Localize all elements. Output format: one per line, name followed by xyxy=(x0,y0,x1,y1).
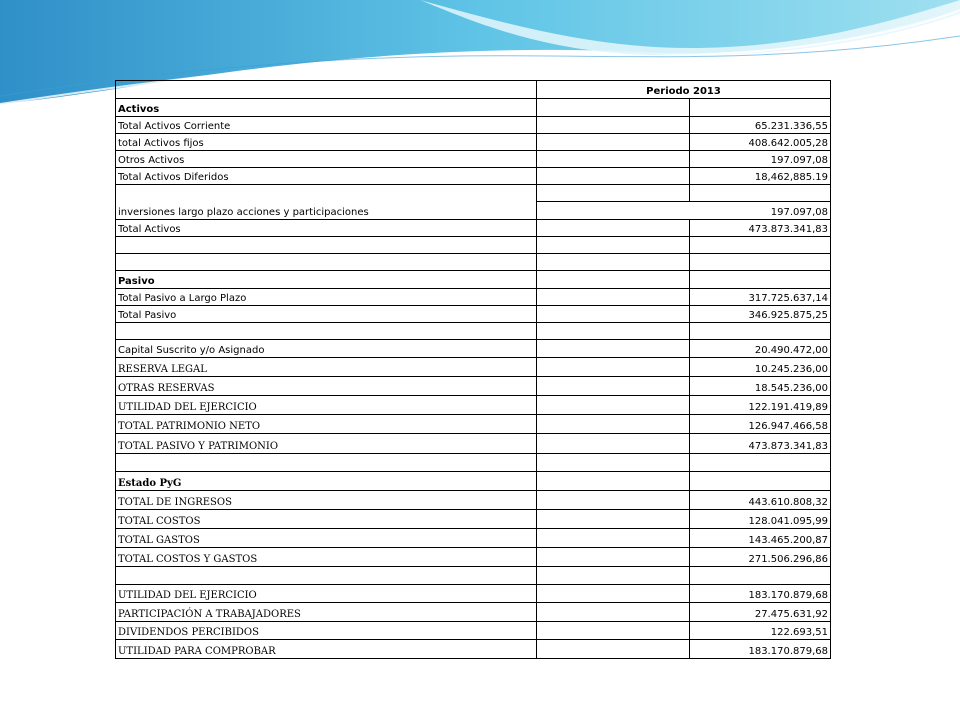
table-row xyxy=(116,151,831,168)
table-row xyxy=(116,377,831,396)
row-value-total-pasivo: 346.925.875,25 xyxy=(690,306,831,323)
row-spacer-cell xyxy=(537,529,690,548)
row-spacer-cell xyxy=(537,491,690,510)
table-row xyxy=(116,99,831,117)
row-value-otras-reservas: 18.545.236,00 xyxy=(690,377,831,396)
row-value-total-activos-diferidos: 18,462,885.19 xyxy=(690,168,831,185)
row-value-estado-pyg xyxy=(690,472,831,491)
table-row xyxy=(116,622,831,640)
row-label-utilidad-para-comprobar: UTILIDAD PARA COMPROBAR xyxy=(116,640,537,659)
table-row xyxy=(116,340,831,358)
row-value-inversiones-largo-plazo-acciones-y-participaciones: 197.097,08 xyxy=(537,202,831,220)
table-row xyxy=(116,491,831,510)
row-value-total-costos-y-gastos: 271.506.296,86 xyxy=(690,548,831,567)
row-spacer-cell xyxy=(537,117,690,134)
row-spacer-cell xyxy=(537,99,690,117)
row-spacer-cell xyxy=(537,254,690,271)
row-label-total-activos-corriente: Total Activos Corriente xyxy=(116,117,537,134)
row-value-total-de-ingresos: 443.610.808,32 xyxy=(690,491,831,510)
row-value-total-costos: 128.041.095,99 xyxy=(690,510,831,529)
table-row xyxy=(116,548,831,567)
period-header: Periodo 2013 xyxy=(537,81,831,99)
row-spacer-cell xyxy=(537,358,690,377)
row-spacer-cell xyxy=(537,510,690,529)
row-label-empty xyxy=(116,567,537,585)
row-value-activos xyxy=(690,99,831,117)
row-spacer-cell xyxy=(537,151,690,168)
row-value-empty xyxy=(690,254,831,271)
row-label-capital-suscrito-y-o-asignado: Capital Suscrito y/o Asignado xyxy=(116,340,537,358)
row-spacer-cell xyxy=(537,306,690,323)
row-label-dividendos-percibidos: DIVIDENDOS PERCIBIDOS xyxy=(116,622,537,640)
row-label-total-patrimonio-neto: TOTAL PATRIMONIO NETO xyxy=(116,415,537,434)
row-label-total-gastos: TOTAL GASTOS xyxy=(116,529,537,548)
row-value-total-activos-corriente: 65.231.336,55 xyxy=(690,117,831,134)
table-row xyxy=(116,358,831,377)
row-spacer-cell xyxy=(537,134,690,151)
row-label-utilidad-del-ejercicio: UTILIDAD DEL EJERCICIO xyxy=(116,585,537,603)
table-row xyxy=(116,237,831,254)
row-value-empty xyxy=(690,323,831,340)
table-row xyxy=(116,168,831,185)
row-spacer-cell xyxy=(537,472,690,491)
row-label-total-activos: Total Activos xyxy=(116,220,537,237)
row-spacer-cell xyxy=(537,168,690,185)
row-label-reserva-legal: RESERVA LEGAL xyxy=(116,358,537,377)
row-spacer-cell xyxy=(537,271,690,289)
row-spacer-cell xyxy=(537,603,690,622)
row-label-utilidad-del-ejercicio: UTILIDAD DEL EJERCICIO xyxy=(116,396,537,415)
row-label-total-activos-fijos: total Activos fijos xyxy=(116,134,537,151)
row-spacer-cell xyxy=(537,185,690,202)
row-value-capital-suscrito-y-o-asignado: 20.490.472,00 xyxy=(690,340,831,358)
row-label-estado-pyg: Estado PyG xyxy=(116,472,537,491)
row-spacer-cell xyxy=(537,454,690,472)
table-row xyxy=(116,220,831,237)
table-row xyxy=(116,434,831,454)
row-label-empty xyxy=(116,237,537,254)
row-label-inversiones-largo-plazo-acciones-y-participaciones: inversiones largo plazo acciones y participaciones xyxy=(116,185,537,220)
row-label-total-pasivo-a-largo-plazo: Total Pasivo a Largo Plazo xyxy=(116,289,537,306)
period-header-row xyxy=(116,81,831,99)
table-row xyxy=(116,396,831,415)
table-row xyxy=(116,271,831,289)
row-value-utilidad-del-ejercicio: 122.191.419,89 xyxy=(690,396,831,415)
row-label-activos: Activos xyxy=(116,99,537,117)
row-value-reserva-legal: 10.245.236,00 xyxy=(690,358,831,377)
row-value-utilidad-del-ejercicio: 183.170.879,68 xyxy=(690,585,831,603)
row-spacer-cell xyxy=(537,622,690,640)
row-spacer-cell xyxy=(537,640,690,659)
table-row xyxy=(116,640,831,659)
row-value-total-pasivo-a-largo-plazo: 317.725.637,14 xyxy=(690,289,831,306)
table-row xyxy=(116,454,831,472)
row-value-dividendos-percibidos: 122.693,51 xyxy=(690,622,831,640)
row-spacer-cell xyxy=(537,289,690,306)
table-row xyxy=(116,254,831,271)
table-row xyxy=(116,567,831,585)
row-label-total-pasivo: Total Pasivo xyxy=(116,306,537,323)
table-row xyxy=(116,603,831,622)
table-row xyxy=(116,306,831,323)
row-value-utilidad-para-comprobar: 183.170.879,68 xyxy=(690,640,831,659)
row-spacer-cell xyxy=(537,567,690,585)
row-value-pasivo xyxy=(690,271,831,289)
balance-table xyxy=(115,80,831,659)
row-label-total-activos-diferidos: Total Activos Diferidos xyxy=(116,168,537,185)
table-row xyxy=(116,510,831,529)
row-spacer-cell xyxy=(537,237,690,254)
row-spacer-cell xyxy=(537,323,690,340)
row-label-pasivo: Pasivo xyxy=(116,271,537,289)
row-label-empty xyxy=(116,254,537,271)
row-label-total-pasivo-y-patrimonio: TOTAL PASIVO Y PATRIMONIO xyxy=(116,434,537,454)
header-label-cell xyxy=(116,81,537,99)
row-spacer-cell xyxy=(537,377,690,396)
row-spacer-cell xyxy=(537,396,690,415)
row-label-total-costos: TOTAL COSTOS xyxy=(116,510,537,529)
row-label-total-costos-y-gastos: TOTAL COSTOS Y GASTOS xyxy=(116,548,537,567)
row-label-empty xyxy=(116,454,537,472)
row-label-otros-activos: Otros Activos xyxy=(116,151,537,168)
row-value-total-pasivo-y-patrimonio: 473.873.341,83 xyxy=(690,434,831,454)
row-value-total-gastos: 143.465.200,87 xyxy=(690,529,831,548)
row-spacer-cell xyxy=(537,415,690,434)
row-spacer-cell xyxy=(537,340,690,358)
row-value-otros-activos: 197.097,08 xyxy=(690,151,831,168)
row-spacer-cell xyxy=(690,185,831,202)
row-spacer-cell xyxy=(537,434,690,454)
row-value-empty xyxy=(690,237,831,254)
row-value-total-activos-fijos: 408.642.005,28 xyxy=(690,134,831,151)
row-value-empty xyxy=(690,567,831,585)
row-spacer-cell xyxy=(537,220,690,237)
row-value-participacion-a-trabajadores: 27.475.631,92 xyxy=(690,603,831,622)
row-label-empty xyxy=(116,323,537,340)
table-row xyxy=(116,185,831,202)
row-value-total-patrimonio-neto: 126.947.466,58 xyxy=(690,415,831,434)
row-value-empty xyxy=(690,454,831,472)
row-spacer-cell xyxy=(537,548,690,567)
row-label-total-de-ingresos: TOTAL DE INGRESOS xyxy=(116,491,537,510)
table-row xyxy=(116,415,831,434)
table-row xyxy=(116,585,831,603)
table-row xyxy=(116,472,831,491)
row-label-participacion-a-trabajadores: PARTICIPACIÓN A TRABAJADORES xyxy=(116,603,537,622)
table-row xyxy=(116,289,831,306)
row-label-otras-reservas: OTRAS RESERVAS xyxy=(116,377,537,396)
table-row xyxy=(116,323,831,340)
row-value-total-activos: 473.873.341,83 xyxy=(690,220,831,237)
table-row xyxy=(116,117,831,134)
table-row xyxy=(116,134,831,151)
table-row xyxy=(116,529,831,548)
row-spacer-cell xyxy=(537,585,690,603)
